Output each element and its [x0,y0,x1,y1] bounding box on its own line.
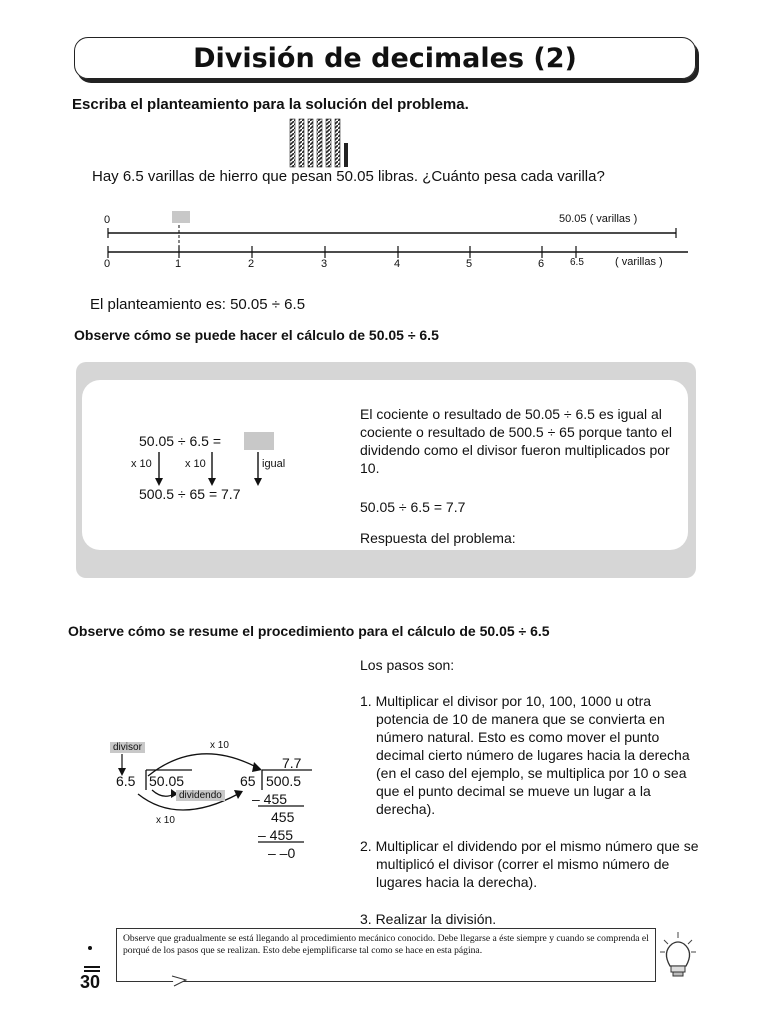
x10-bottom-label: x 10 [156,815,175,826]
teacher-note-text: Observe que gradualmente se está llegando al procedimiento mecánico conocido. Debe llegarse a éste siempre y cuando se comprenda el porqué de los pasos que se realizan. Esto debe ejemplificarse tal como se hace en esta página. [123,933,649,956]
subtraction-1: – 455 [252,791,288,807]
bottom-line-unit: ( varillas ) [615,256,663,268]
step-1: 1. Multiplicar el divisor por 10, 100, 1000 u otra potencia de 10 de manera que se convierta en número natural. Esto es como mover el punto decimal cierto número de lugares hacia la derecha (en el caso del ejemplo, se multiplica por 10 o sea que el punto decimal se mueve un lugar a la derecha). [360,693,690,817]
page-marker-dot [88,946,92,950]
steps-list [360,692,700,928]
lightbulb-icon [658,930,698,980]
quotient: 7.7 [282,755,302,771]
calc-line-1: 50.05 ÷ 6.5 = [139,433,222,449]
page-number: 30 [80,972,101,992]
tick-label-6: 6 [538,258,545,270]
calc-x10-dividend: x 10 [131,458,152,470]
note-box-tail [170,974,190,988]
tick-label-5: 5 [466,258,473,270]
tick-label-2: 2 [248,258,255,270]
answer-prompt: Respuesta del problema: [360,530,516,546]
steps-title: Los pasos son: [360,657,455,673]
top-line-zero: 0 [104,214,111,226]
calc-igual-label: igual [262,458,286,470]
top-line-end-label: 50.05 ( varillas ) [559,213,638,225]
iron-rods-illustration [286,117,356,169]
page-title: División de decimales (2) [193,42,577,74]
remainder-1: 455 [271,809,295,825]
explanation-text: El cociente o resultado de 50.05 ÷ 6.5 es igual al cociente o resultado de 500.5 ÷ 65 porque tanto el dividendo como el divisor fueron multiplicados por 10. [360,406,673,476]
instruction-text: Escriba el planteamiento para la solución del problema. [72,96,469,113]
step-2: 2. Multiplicar el dividendo por el mismo número que se multiplicó el divisor (correr el mismo número de lugares hacia la derecha). [360,838,699,890]
dividendo-label: dividendo [176,790,225,801]
subtraction-2: – 455 [258,827,294,843]
step-3: 3. Realizar la división. [360,911,497,927]
teacher-note-box [116,928,656,982]
right-dividend: 500.5 [266,773,302,789]
calc-line-2: 500.5 ÷ 65 = 7.7 [139,486,241,502]
observe-procedure-heading: Observe cómo se resume el procedimiento para el cálculo de 50.05 ÷ 6.5 [68,623,550,639]
remainder-2: – –0 [268,845,296,861]
left-dividend: 50.05 [149,773,185,789]
tick-label-0: 0 [104,258,111,270]
x10-top-label: x 10 [210,740,229,751]
tick-label-4: 4 [394,258,401,270]
tick-label-1: 1 [175,258,182,270]
unknown-value-box [172,211,190,223]
right-divisor: 65 [240,773,256,789]
calc-x10-divisor: x 10 [185,458,206,470]
observe-calculation-heading: Observe cómo se puede hacer el cálculo de 50.05 ÷ 6.5 [74,327,439,343]
problem-text: Hay 6.5 varillas de hierro que pesan 50.05 libras. ¿Cuánto pesa cada varilla? [92,168,605,185]
page-marker-line-1 [84,966,100,968]
left-divisor: 6.5 [116,773,136,789]
title-banner [74,37,696,79]
tick-label-6-5: 6.5 [570,257,584,268]
tick-label-3: 3 [321,258,328,270]
planteamiento-text: El planteamiento es: 50.05 ÷ 6.5 [90,296,306,313]
result-equation: 50.05 ÷ 6.5 = 7.7 [360,499,466,515]
divisor-label: divisor [110,742,145,753]
